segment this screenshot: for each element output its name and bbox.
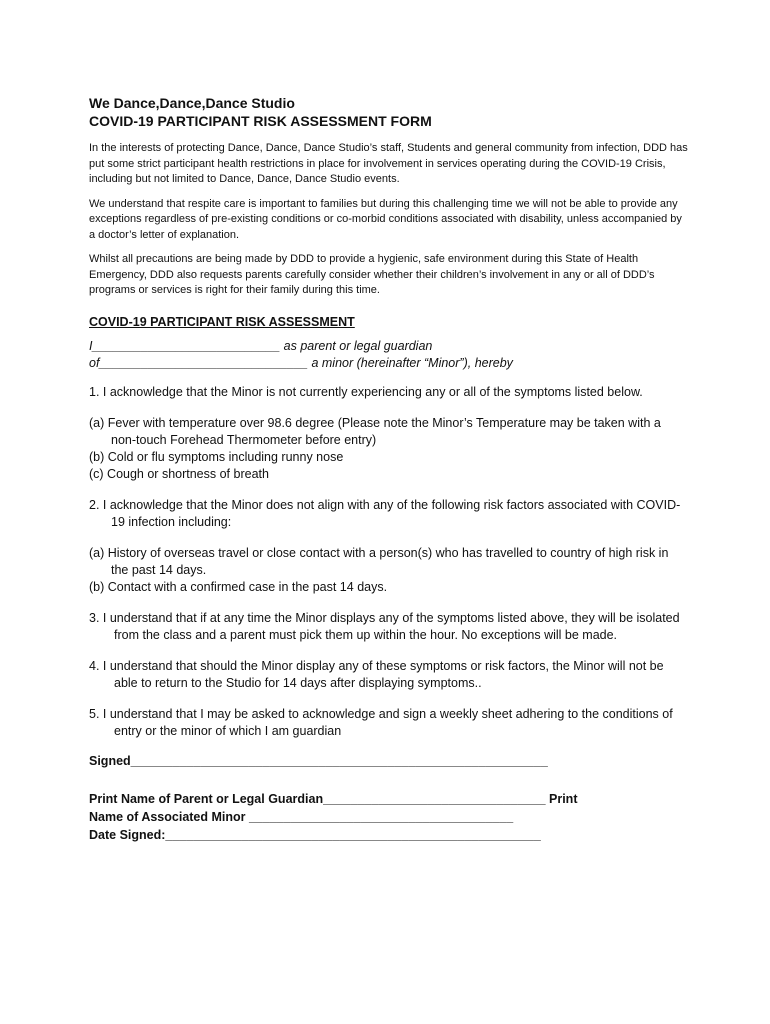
understanding-item: 4. I understand that should the Minor display any of these symptoms or risk factors, the Minor will not be able to return to the Studio for 14 days after displaying symptoms.. <box>89 658 664 690</box>
intro-paragraph: Whilst all precautions are being made by DDD to provide a hygienic, safe environment during this State of Health Emergency, DDD also requests parents carefully consider whether their children’s involvement in any or all of DDD’s programs or services is right for their family during this time. <box>89 253 655 296</box>
date-signed-line: Date Signed:______________________________________________________ <box>89 827 541 842</box>
understanding-item: 5. I understand that I may be asked to acknowledge and sign a weekly sheet adhering to the conditions of entry or the minor of which I am guardian <box>89 706 673 738</box>
name-minor-line: Name of Associated Minor ______________________________________ <box>89 809 514 824</box>
symptom-item: (b) Cold or flu symptoms including runny nose <box>89 449 344 464</box>
understanding-item: 3. I understand that if at any time the Minor displays any of the symptoms listed above, they will be isolated from the class and a parent must pick them up within the hour. No exceptions will be made. <box>89 610 680 642</box>
acknowledgement-item: 1. I acknowledge that the Minor is not currently experiencing any or all of the symptoms listed below. <box>89 384 643 399</box>
declaration-line-guardian: I___________________________ as parent or legal guardian <box>89 338 433 353</box>
intro-paragraph: We understand that respite care is important to families but during this challenging time we will not be able to provide any exceptions regardless of pre-existing conditions or co-morbid conditions associated with disability, unless accompanied by a doctor’s letter of explanation. <box>89 197 682 241</box>
declaration-line-minor: of______________________________ a minor (hereinafter “Minor”), hereby <box>89 355 513 370</box>
declaration <box>89 338 689 372</box>
risk-factor-item: (b) Contact with a confirmed case in the past 14 days. <box>89 579 388 594</box>
form-title: COVID-19 PARTICIPANT RISK ASSESSMENT FORM <box>89 113 432 129</box>
intro-paragraph: In the interests of protecting Dance, Dance, Dance Studio’s staff, Students and general community from infection, DDD has put some strict participant health restrictions in place for involvement in services operating during the COVID-19 Crisis, including but not limited to Dance, Dance, Dance Studio events. <box>89 142 688 185</box>
acknowledgement-item: 2. I acknowledge that the Minor does not align with any of the following risk factors associated with COVID-19 infection including: <box>89 497 681 529</box>
symptom-item: (a) Fever with temperature over 98.6 degree (Please note the Minor’s Temperature may be taken with a non-touch Forehead Thermometer before entry) <box>89 415 661 447</box>
form-body <box>89 94 689 844</box>
print-name-parent-line: Print Name of Parent or Legal Guardian________________________________ Print <box>89 791 578 806</box>
assessment-heading: COVID-19 PARTICIPANT RISK ASSESSMENT <box>89 314 355 329</box>
symptom-item: (c) Cough or shortness of breath <box>89 466 269 481</box>
signed-line: Signed____________________________________________________________ <box>89 753 548 768</box>
studio-name: We Dance,Dance,Dance Studio <box>89 95 295 111</box>
risk-factor-item: (a) History of overseas travel or close contact with a person(s) who has travelled to country of high risk in the past 14 days. <box>89 545 669 577</box>
